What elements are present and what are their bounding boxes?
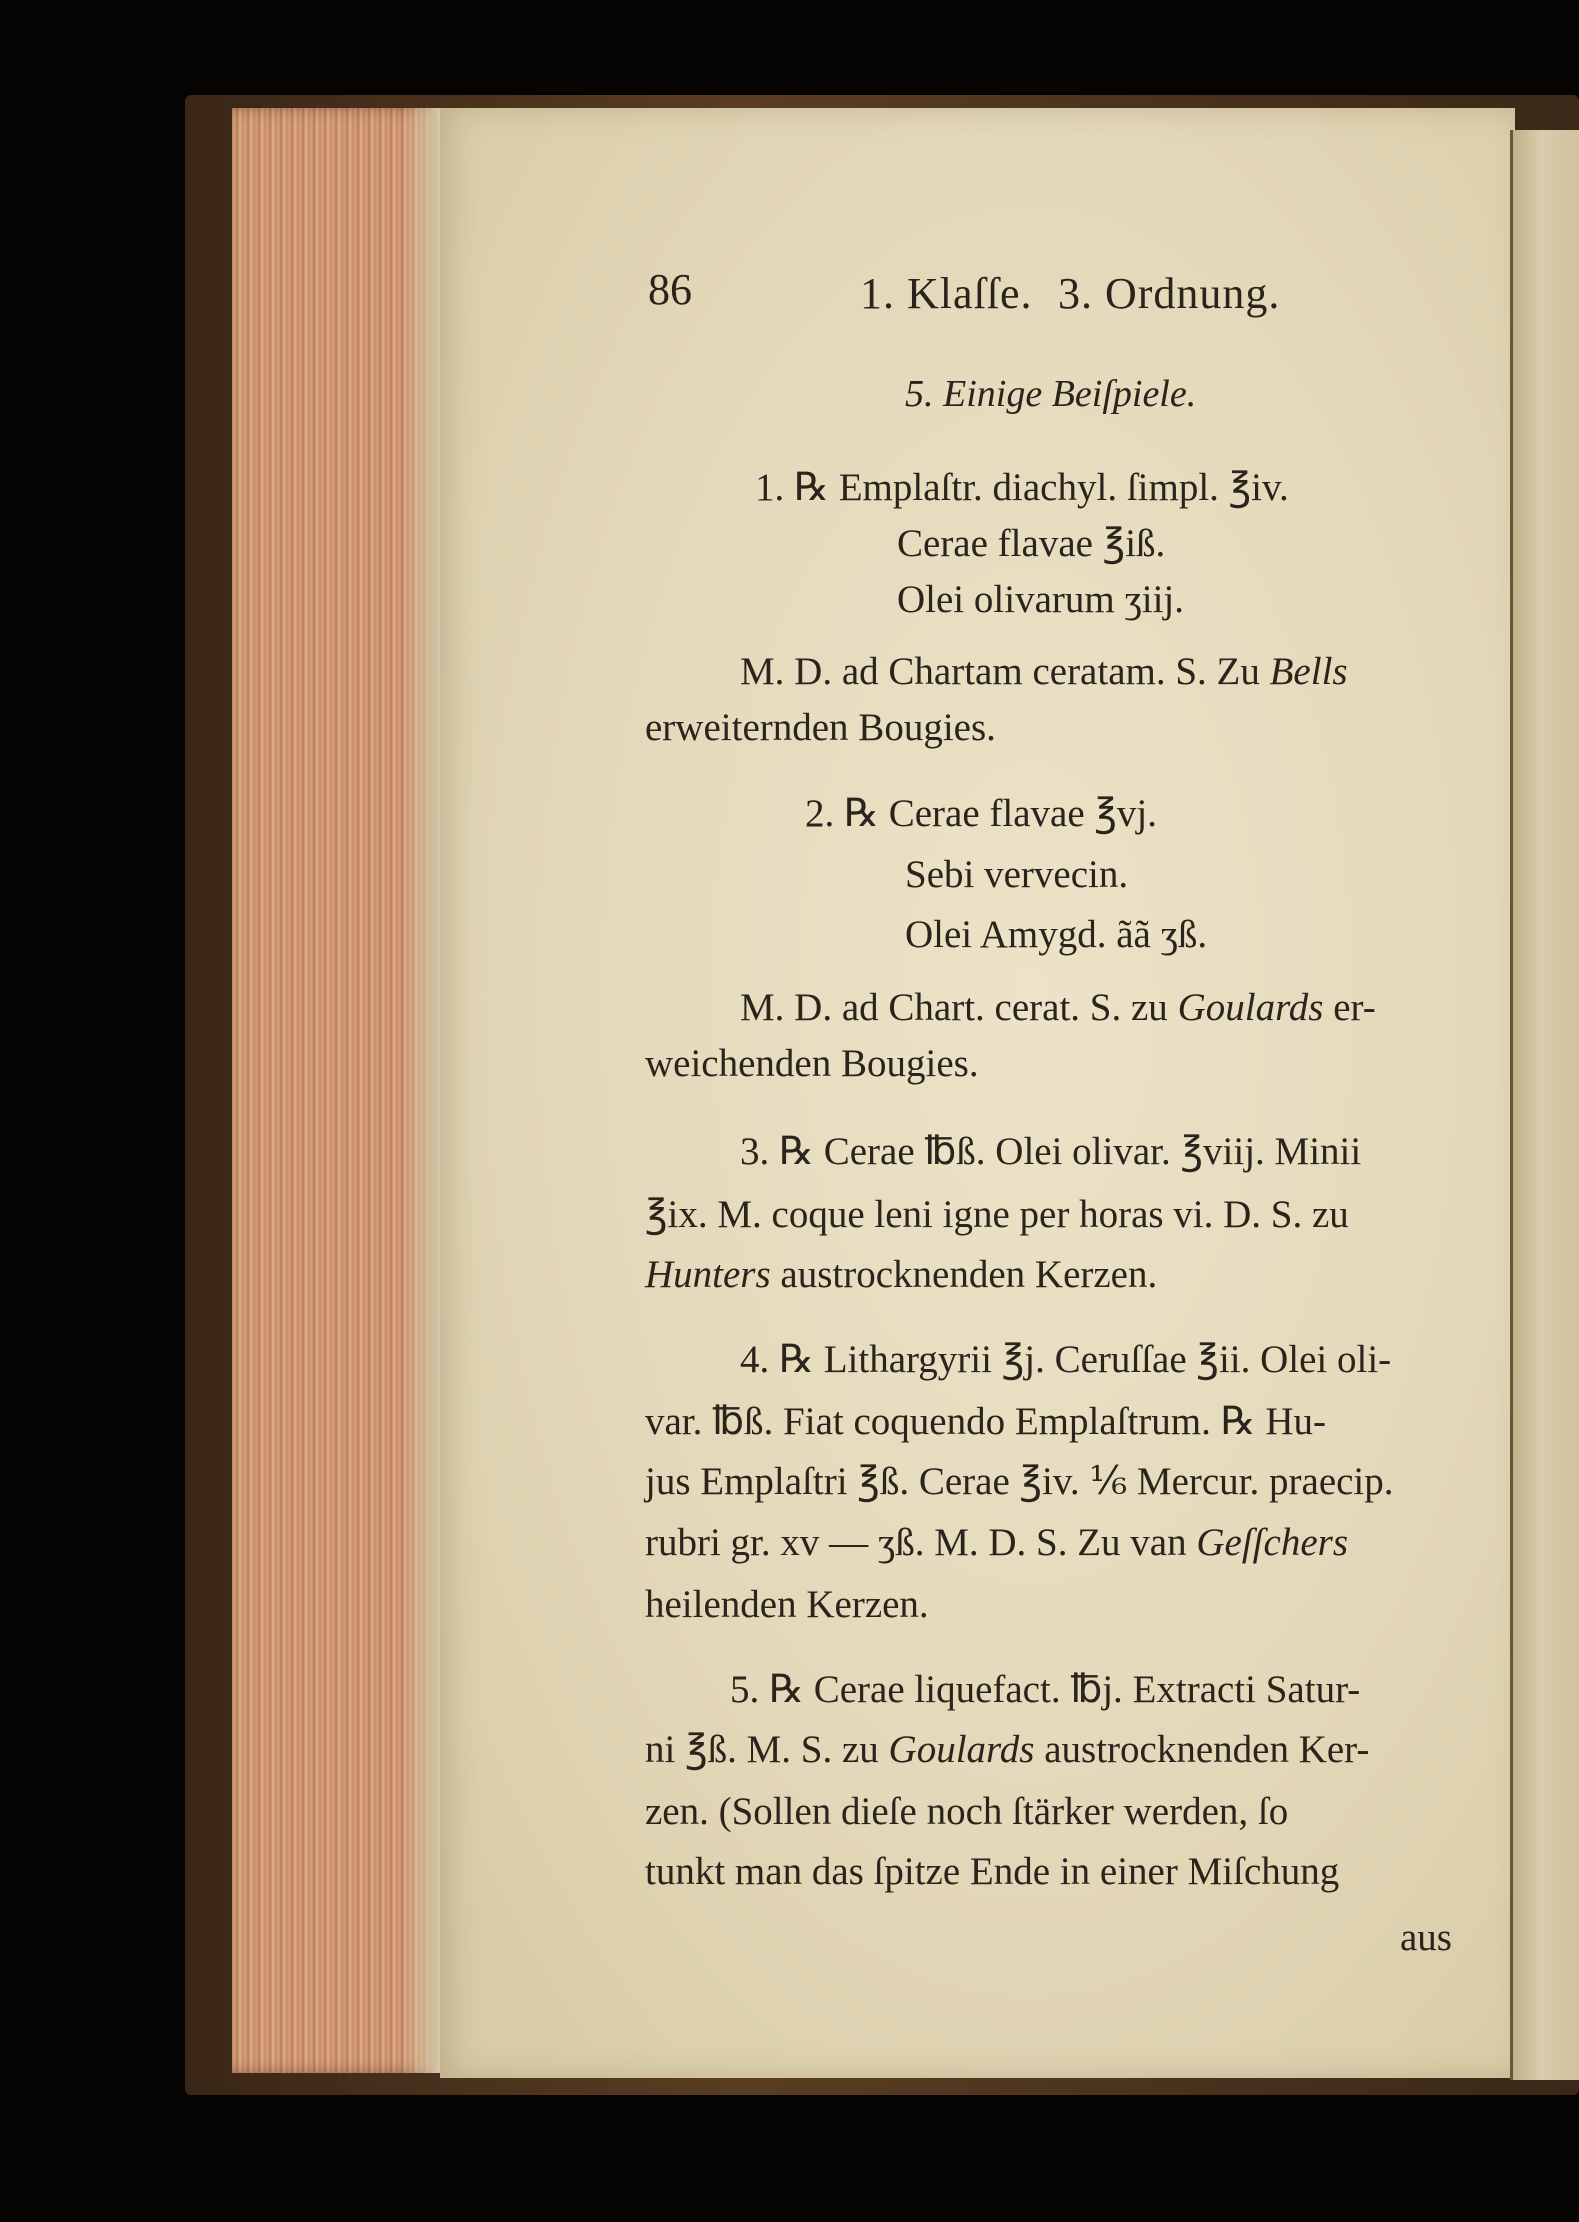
recipe-2-line-4-end: er-	[1323, 986, 1376, 1029]
recipe-1-line-5: erweiternden Bougies.	[645, 706, 996, 749]
recipe-4-line-3: jus Emplaſtri ℥ß. Cerae ℥iv. ⅙ Mercur. praecip.	[645, 1460, 1394, 1503]
recipe-5-line-2-end: austrocknenden Ker-	[1034, 1728, 1370, 1771]
recipe-4-line-5: heilenden Kerzen.	[645, 1583, 929, 1626]
recipe-1-line-2: Cerae flavae ℥iß.	[897, 522, 1166, 565]
recipe-3-author: Hunters	[645, 1253, 771, 1296]
recipe-5-line-3: zen. (Sollen dieſe noch ſtärker werden, ſo	[645, 1790, 1289, 1833]
recipe-2-line-1: 2. ℞ Cerae flavae ℥vj.	[805, 792, 1158, 835]
recipe-3-line-2: ℥ix. M. coque leni igne per horas vi. D. S. zu	[645, 1193, 1349, 1236]
recipe-1-line-4-text: M. D. ad Chartam ceratam. S. Zu	[740, 650, 1270, 693]
recipe-5-line-2	[645, 1730, 1369, 1769]
recipe-2-line-2: Sebi vervecin.	[905, 853, 1129, 896]
recipe-2-author: Goulards	[1177, 986, 1324, 1029]
recipe-1-line-3: Olei olivarum ʒiij.	[897, 578, 1185, 621]
recipe-1-line-4	[740, 652, 1348, 691]
recipe-4-line-4	[645, 1523, 1348, 1562]
recipe-5-author: Goulards	[888, 1728, 1035, 1771]
recipe-5-line-4: tunkt man das ſpitze Ende in einer Miſchung	[645, 1850, 1340, 1893]
recipe-1-author: Bells	[1269, 650, 1348, 693]
recipe-3-line-1: 3. ℞ Cerae ℔ß. Olei olivar. ℥viij. Minii	[740, 1130, 1362, 1173]
recipe-4-line-4-text: rubri gr. xv — ʒß. M. D. S. Zu van	[645, 1521, 1197, 1564]
section-title: 5. Einige Beiſpiele.	[905, 373, 1197, 415]
facing-page-edge	[1510, 130, 1579, 2080]
recipe-3-line-3-text: austrocknenden Kerzen.	[770, 1253, 1158, 1296]
recipe-2-line-3: Olei Amygd. ãã ʒß.	[905, 913, 1208, 956]
recipe-4-line-1: 4. ℞ Lithargyrii ℥j. Ceruſſae ℥ii. Olei oli-	[740, 1338, 1392, 1381]
catchword: aus	[1400, 1916, 1452, 1959]
running-head-class: 1. Klaſſe.	[860, 269, 1033, 318]
recipe-5-line-2-text: ni ℥ß. M. S. zu	[645, 1728, 889, 1771]
recipe-2-line-4	[740, 988, 1376, 1027]
recipe-4-line-2: var. ℔ß. Fiat coquendo Emplaſtrum. ℞ Hu-	[645, 1400, 1326, 1443]
recipe-1-line-1: 1. ℞ Emplaſtr. diachyl. ſimpl. ℥iv.	[755, 466, 1289, 509]
recipe-2-line-5: weichenden Bougies.	[645, 1042, 979, 1085]
recipe-2-line-4-text: M. D. ad Chart. cerat. S. zu	[740, 986, 1178, 1029]
running-head-order: 3. Ordnung.	[1058, 269, 1281, 318]
recipe-5-line-1: 5. ℞ Cerae liquefact. ℔j. Extracti Satur-	[730, 1668, 1361, 1711]
recipe-4-author: Geſſchers	[1196, 1521, 1348, 1564]
page-number: 86	[648, 265, 692, 314]
recipe-3-line-3	[645, 1255, 1157, 1294]
